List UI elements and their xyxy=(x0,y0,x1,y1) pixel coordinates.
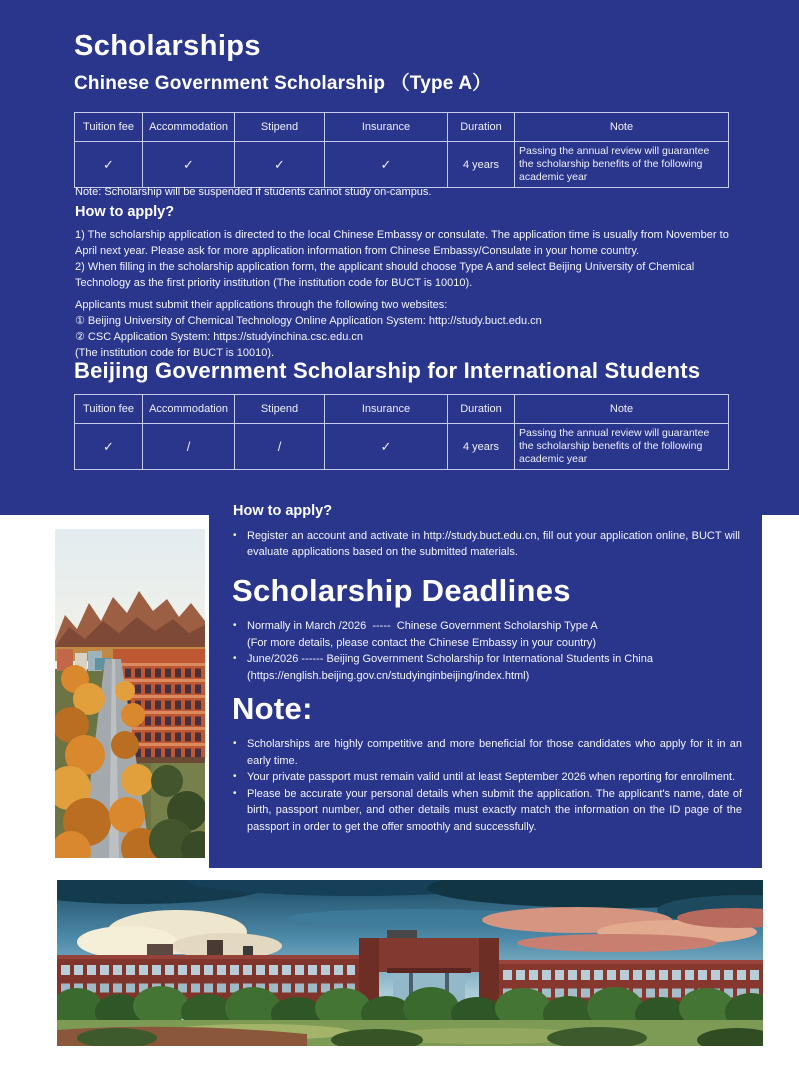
header-tuition: Tuition fee xyxy=(75,113,143,142)
deadlines-heading: Scholarship Deadlines xyxy=(232,573,571,608)
deadline-item-csc-note: (For more details, please contact the Chinese Embassy in your country) xyxy=(247,636,597,649)
paragraph-websites-intro: Applicants must submit their applications through the following two websites: xyxy=(75,299,448,311)
bgs-heading: Beijing Government Scholarship for International Students xyxy=(74,358,701,383)
cell-note: Passing the annual review will guarantee the scholarship benefits of the following academic year xyxy=(515,142,729,188)
header-accommodation: Accommodation xyxy=(143,113,235,142)
table-header-row xyxy=(75,113,729,142)
bullet-dot-icon: • xyxy=(233,771,237,782)
cell-duration: 4 years xyxy=(448,424,515,470)
cell-insurance-check: ✓ xyxy=(325,142,448,188)
csc-apply-paragraphs xyxy=(75,227,737,361)
cell-stipend-check: ✓ xyxy=(235,142,325,188)
header-tuition: Tuition fee xyxy=(75,395,143,424)
list-item xyxy=(233,769,742,786)
cell-tuition-check: ✓ xyxy=(75,424,143,470)
header-insurance: Insurance xyxy=(325,113,448,142)
bgs-apply-bullet: Register an account and activate in http://study.buct.edu.cn, fill out your application online, BUCT will evaluate applications based on the submitted materials. xyxy=(247,530,740,558)
deadline-item-bgs: June/2026 ------ Beijing Government Scholarship for International Students in China (https://english.beijing.gov.cn/studyinginbeijing/index.html) xyxy=(247,653,657,682)
list-item-continuation xyxy=(247,635,745,652)
cell-note: Passing the annual review will guarantee the scholarship benefits of the following academic year xyxy=(515,424,729,470)
note-item-passport: Your private passport must remain valid until at least September 2026 when reporting for enrollment. xyxy=(247,771,736,783)
deadlines-list xyxy=(233,618,745,684)
campus-panorama-photo xyxy=(57,880,763,1046)
list-item xyxy=(233,651,745,684)
note-heading: Note: xyxy=(232,691,313,726)
header-insurance: Insurance xyxy=(325,395,448,424)
bullet-dot-icon: • xyxy=(233,530,237,541)
header-accommodation: Accommodation xyxy=(143,395,235,424)
table-row xyxy=(75,142,729,188)
campus-autumn-photo xyxy=(55,529,205,858)
header-duration: Duration xyxy=(448,113,515,142)
deadline-item-csc: Normally in March /2026 ----- Chinese Government Scholarship Type A xyxy=(247,620,598,632)
paragraph-form: 2) When filling in the scholarship application form, the applicant should choose Type A and select Beijing University of Chemical Technology as the first priority institution (The institution code for BUCT is 10010). xyxy=(75,261,695,289)
campus-autumn-illustration xyxy=(55,529,205,858)
bgs-scholarship-table xyxy=(74,394,729,470)
bullet-dot-icon: • xyxy=(233,738,237,749)
note-item-details: Please be accurate your personal details when submit the application. The applicant's name, date of birth, passport number, and other details must exactly match the information on the ID page of the passport in order to get the offer smoothly and successfully. xyxy=(247,787,742,833)
table-row xyxy=(75,424,729,470)
cell-stipend-slash: / xyxy=(235,424,325,470)
list-item xyxy=(233,528,740,560)
cell-accommodation-check: ✓ xyxy=(143,142,235,188)
paragraph-embassy: 1) The scholarship application is directed to the local Chinese Embassy or consulate. The application time is usually from November to April next year. Please ask for more application information from Chinese Embassy/Consulate in your home country. xyxy=(75,229,729,257)
header-duration: Duration xyxy=(448,395,515,424)
csc-how-to-apply-heading: How to apply? xyxy=(75,204,175,220)
csc-footnote: Note: Scholarship will be suspended if students cannot study on-campus. xyxy=(75,186,432,198)
bullet-dot-icon: • xyxy=(233,653,237,664)
bgs-how-to-apply-heading: How to apply? xyxy=(233,503,333,519)
cell-insurance-check: ✓ xyxy=(325,424,448,470)
page-title: Scholarships xyxy=(74,30,261,62)
cell-duration: 4 years xyxy=(448,142,515,188)
paragraph-institution-code: (The institution code for BUCT is 10010). xyxy=(75,347,275,359)
csc-scholarship-table xyxy=(74,112,729,188)
list-item xyxy=(233,618,745,635)
campus-panorama-illustration xyxy=(57,880,763,1046)
page-subtitle: Chinese Government Scholarship （Type A） xyxy=(74,73,492,94)
list-item xyxy=(233,736,742,769)
note-item-competitive: Scholarships are highly competitive and more beneficial for those candidates who apply for it in an early time. xyxy=(247,738,742,767)
header-stipend: Stipend xyxy=(235,395,325,424)
bullet-dot-icon: • xyxy=(233,787,237,799)
header-note: Note xyxy=(515,395,729,424)
cell-tuition-check: ✓ xyxy=(75,142,143,188)
header-note: Note xyxy=(515,113,729,142)
bgs-apply-list xyxy=(233,528,740,560)
cell-accommodation-slash: / xyxy=(143,424,235,470)
header-stipend: Stipend xyxy=(235,113,325,142)
bullet-dot-icon: • xyxy=(233,620,237,631)
notes-list xyxy=(233,736,742,835)
table-header-row xyxy=(75,395,729,424)
list-item xyxy=(233,786,742,836)
website-item-buct: ① Beijing University of Chemical Technology Online Application System: http://study.buct.edu.cn xyxy=(75,315,542,327)
website-item-csc: ② CSC Application System: https://studyinchina.csc.edu.cn xyxy=(75,331,364,343)
